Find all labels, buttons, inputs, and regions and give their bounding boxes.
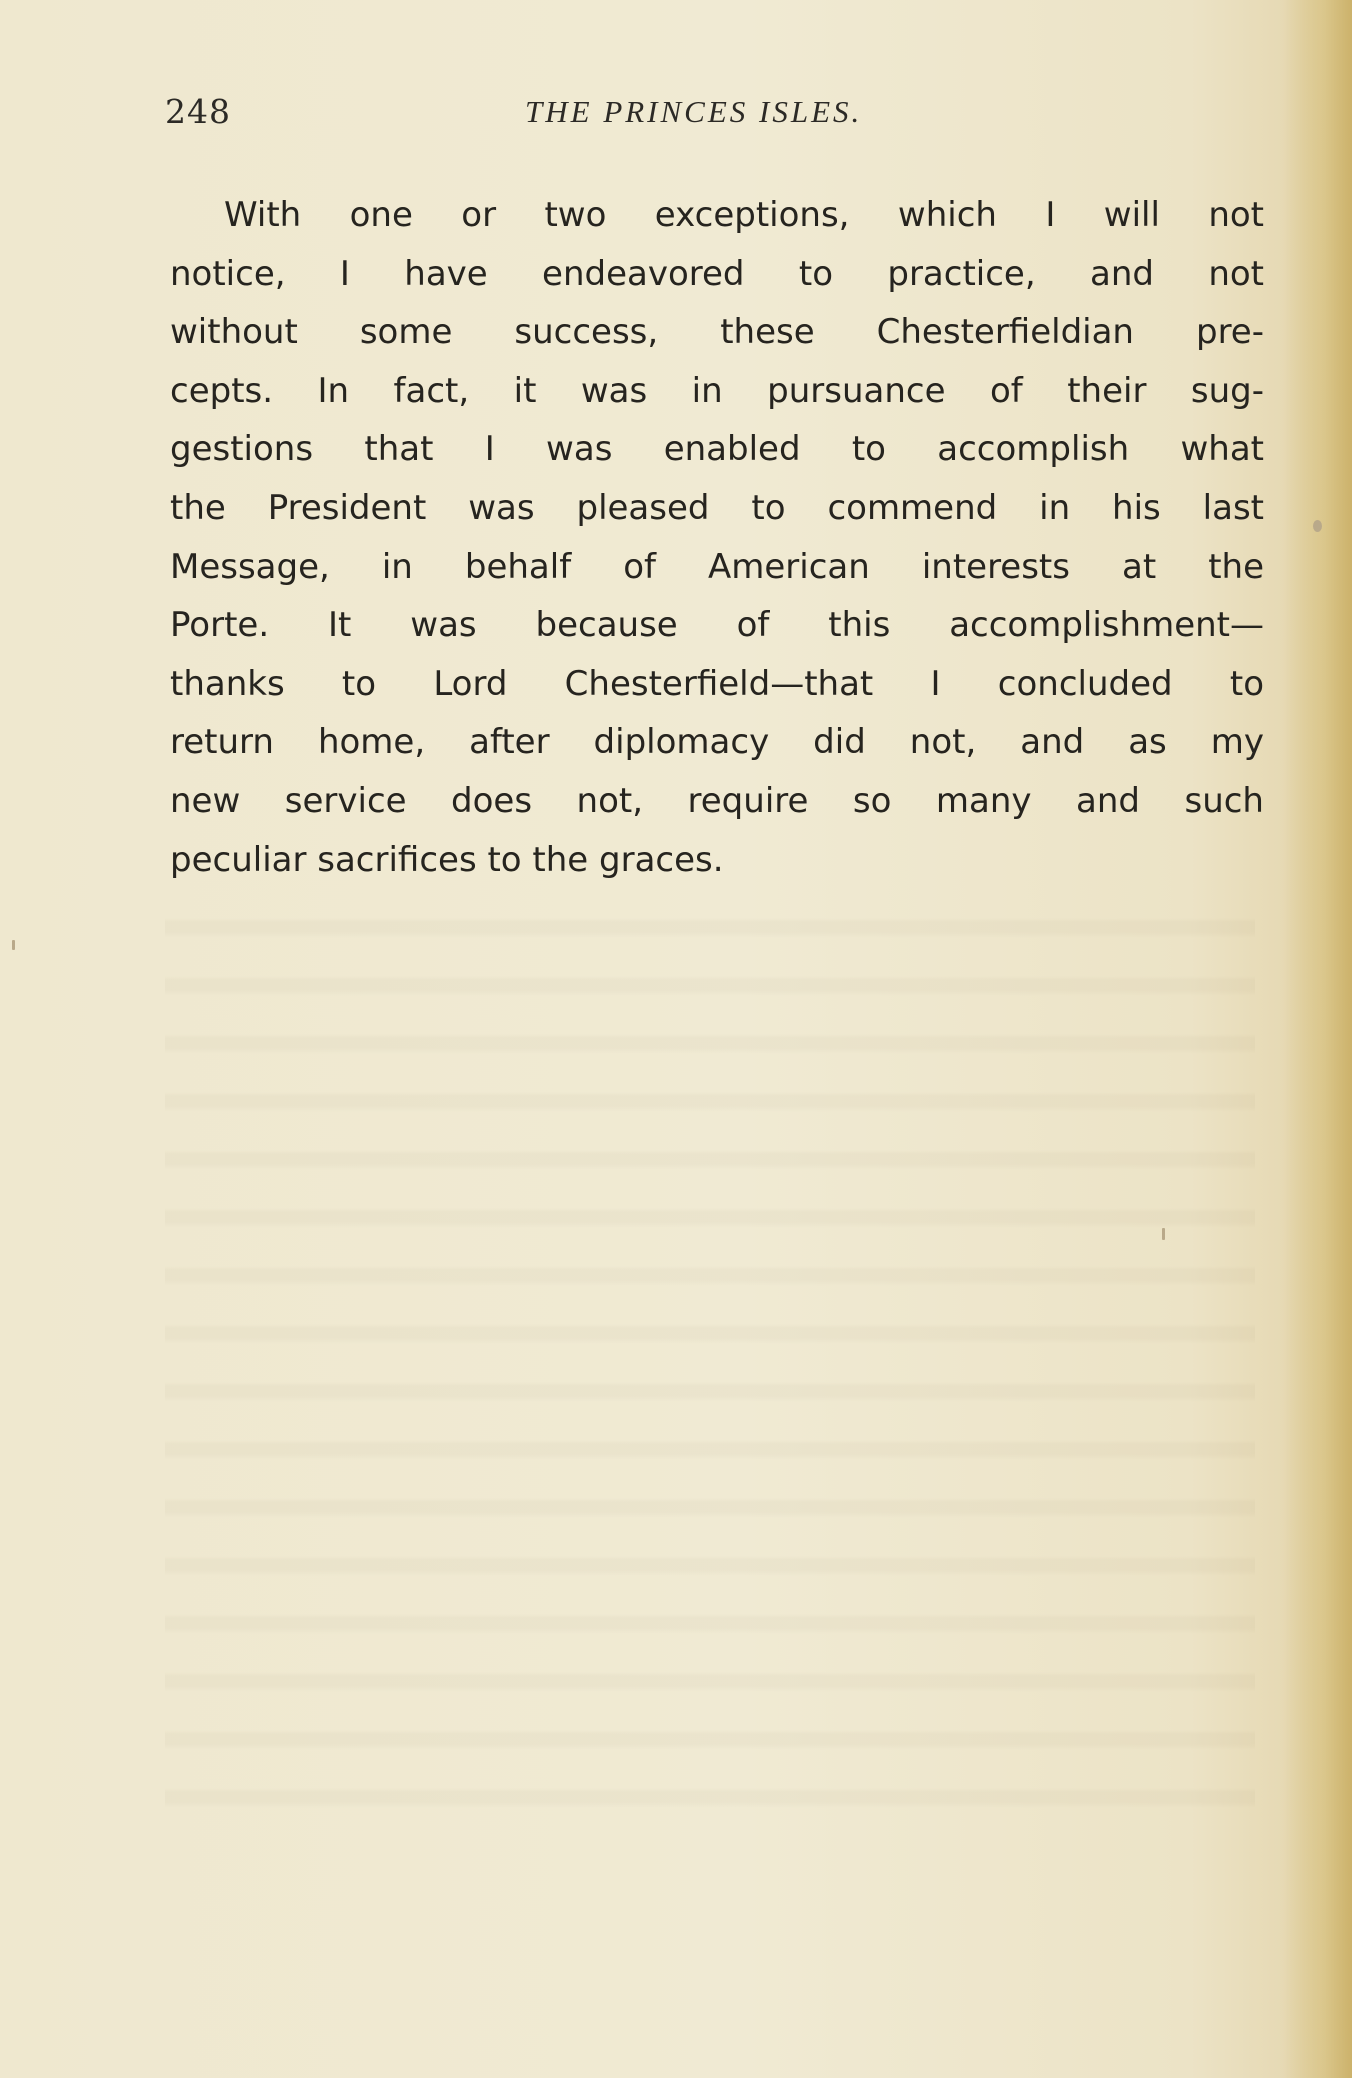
text-line: thanks to Lord Chesterfield—that I concluded to (170, 663, 1264, 704)
running-head (165, 92, 1255, 132)
show-through-text (165, 880, 1255, 1840)
text-line: without some success, these Chesterfieldian pre- (170, 312, 1264, 353)
text-line: peculiar sacrifices to the graces. (170, 839, 724, 880)
text-line: gestions that I was enabled to accomplish what (170, 429, 1264, 470)
text-line: cepts. In fact, it was in pursuance of their sug- (170, 370, 1264, 411)
text-line: new service does not, require so many and such (170, 780, 1264, 821)
text-line: With one or two exceptions, which I will not (224, 195, 1264, 235)
text-line: Porte. It was because of this accomplishment— (170, 605, 1264, 646)
page-edge-shading (1282, 0, 1352, 2078)
running-title: THE PRINCES ISLES. (525, 94, 863, 129)
text-line: return home, after diplomacy did not, and as my (170, 722, 1264, 763)
text-line: the President was pleased to commend in his last (170, 487, 1264, 528)
text-line: notice, I have endeavored to practice, and not (170, 253, 1264, 294)
text-line: Message, in behalf of American interests at the (170, 546, 1264, 587)
page-number: 248 (165, 92, 231, 131)
paper-speck (1313, 520, 1322, 532)
paper-speck (12, 940, 15, 950)
paper-speck (1162, 1228, 1165, 1240)
body-paragraph (170, 186, 1264, 889)
